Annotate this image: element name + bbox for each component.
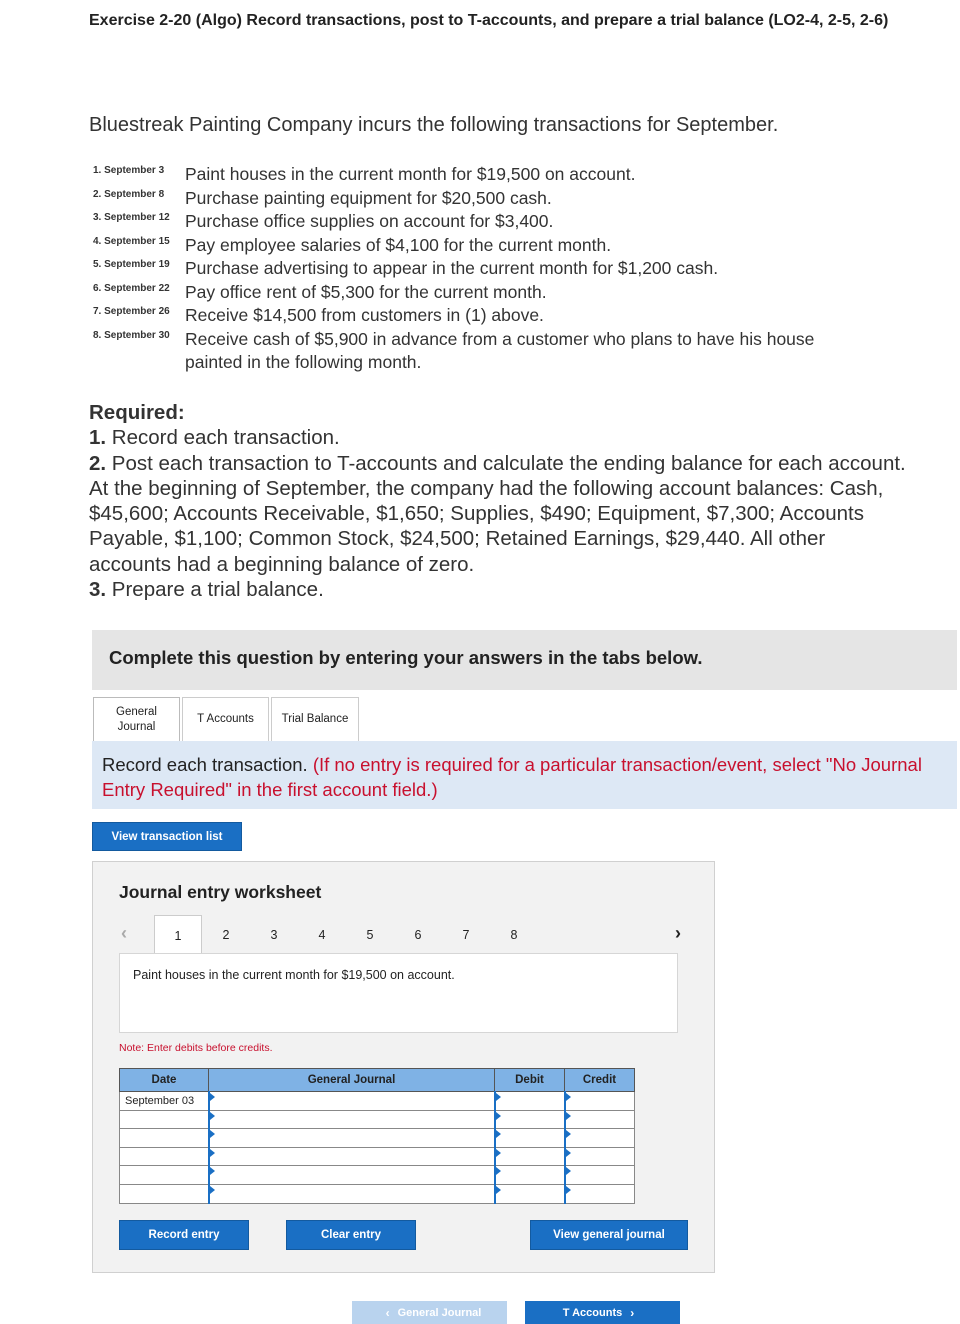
credit-input[interactable] bbox=[565, 1110, 635, 1129]
tab-label: Journal bbox=[117, 720, 156, 733]
account-select[interactable] bbox=[209, 1184, 495, 1203]
date-cell bbox=[120, 1147, 209, 1166]
table-row bbox=[120, 1166, 635, 1185]
exercise-title: Exercise 2-20 (Algo) Record transactions, post to T-accounts, and prepare a trial balance (LO2-4, 2-5, 2-6) bbox=[89, 12, 889, 29]
debit-input[interactable] bbox=[495, 1129, 565, 1148]
transaction-row bbox=[93, 210, 893, 234]
dropdown-flag-icon bbox=[496, 1112, 501, 1120]
dropdown-flag-icon bbox=[566, 1186, 571, 1194]
required-num: 2. bbox=[89, 451, 107, 475]
worksheet-title: Journal entry worksheet bbox=[119, 882, 322, 902]
dropdown-flag-icon bbox=[496, 1130, 501, 1138]
column-header-date: Date bbox=[120, 1069, 209, 1092]
account-select[interactable] bbox=[209, 1092, 495, 1111]
date-cell bbox=[120, 1166, 209, 1185]
dropdown-flag-icon bbox=[210, 1149, 215, 1157]
journal-table bbox=[119, 1068, 635, 1204]
intro-text: Bluestreak Painting Company incurs the following transactions for September. bbox=[89, 114, 779, 136]
date-cell bbox=[120, 1184, 209, 1203]
account-select[interactable] bbox=[209, 1166, 495, 1185]
table-row bbox=[120, 1184, 635, 1203]
transaction-row bbox=[93, 281, 893, 305]
page-8[interactable]: 8 bbox=[510, 928, 518, 942]
transaction-row bbox=[93, 257, 893, 281]
tab-label: General bbox=[116, 705, 157, 718]
column-header-debit: Debit bbox=[495, 1069, 565, 1092]
transaction-row bbox=[93, 187, 893, 211]
chevron-left-icon[interactable]: ‹ bbox=[121, 923, 127, 943]
transaction-row bbox=[93, 304, 893, 328]
instruction-note: (If no entry is required for a particular transaction/event, select "No Journal Entry Required" in the first account field.) bbox=[102, 754, 922, 800]
transaction-date: 8. September 30 bbox=[93, 329, 170, 341]
debit-input[interactable] bbox=[495, 1184, 565, 1203]
column-header-credit: Credit bbox=[565, 1069, 635, 1092]
required-heading: Required: bbox=[89, 401, 185, 424]
page-6[interactable]: 6 bbox=[414, 928, 422, 942]
date-cell bbox=[120, 1110, 209, 1129]
dropdown-flag-icon bbox=[496, 1186, 501, 1194]
transaction-row bbox=[93, 234, 893, 258]
table-row bbox=[120, 1110, 635, 1129]
tab-general-journal[interactable] bbox=[93, 697, 180, 741]
required-text: Record each transaction. bbox=[106, 426, 340, 450]
dropdown-flag-icon bbox=[566, 1130, 571, 1138]
dropdown-flag-icon bbox=[566, 1149, 571, 1157]
page-5[interactable]: 5 bbox=[366, 928, 374, 942]
debit-input[interactable] bbox=[495, 1092, 565, 1111]
transaction-desc: Pay employee salaries of $4,100 for the current month. bbox=[185, 234, 612, 255]
view-transaction-list-button[interactable]: View transaction list bbox=[92, 822, 242, 851]
dropdown-flag-icon bbox=[496, 1093, 501, 1101]
account-select[interactable] bbox=[209, 1147, 495, 1166]
transaction-date: 4. September 15 bbox=[93, 235, 170, 247]
dropdown-flag-icon bbox=[210, 1186, 215, 1194]
page-2[interactable]: 2 bbox=[222, 928, 230, 942]
column-header-account: General Journal bbox=[209, 1069, 495, 1092]
table-row bbox=[120, 1129, 635, 1148]
transaction-date: 3. September 12 bbox=[93, 212, 170, 223]
tab-instruction bbox=[92, 741, 957, 809]
dropdown-flag-icon bbox=[496, 1167, 501, 1175]
chevron-right-icon[interactable]: › bbox=[675, 923, 681, 943]
transaction-list bbox=[93, 163, 893, 375]
instructions-banner bbox=[92, 630, 957, 690]
credit-input[interactable] bbox=[565, 1092, 635, 1111]
chevron-right-icon: › bbox=[630, 1305, 635, 1320]
dropdown-flag-icon bbox=[566, 1167, 571, 1175]
date-cell bbox=[120, 1129, 209, 1148]
transaction-desc: Purchase painting equipment for $20,500 cash. bbox=[185, 187, 552, 208]
transaction-description: Paint houses in the current month for $19,500 on account. bbox=[119, 953, 678, 1033]
page-1[interactable]: 1 bbox=[154, 915, 202, 955]
page-3[interactable]: 3 bbox=[270, 928, 278, 942]
credit-input[interactable] bbox=[565, 1184, 635, 1203]
credit-input[interactable] bbox=[565, 1166, 635, 1185]
account-select[interactable] bbox=[209, 1110, 495, 1129]
required-num: 3. bbox=[89, 578, 107, 602]
entry-pager bbox=[119, 915, 689, 955]
chevron-left-icon: ‹ bbox=[385, 1305, 390, 1320]
transaction-desc: Paint houses in the current month for $19,500 on account. bbox=[185, 164, 636, 184]
debit-input[interactable] bbox=[495, 1110, 565, 1129]
next-tab-label: T Accounts bbox=[562, 1306, 623, 1319]
debit-credit-note: Note: Enter debits before credits. bbox=[119, 1042, 273, 1054]
account-select[interactable] bbox=[209, 1129, 495, 1148]
transaction-date: 6. September 22 bbox=[93, 282, 170, 294]
table-row bbox=[120, 1147, 635, 1166]
page-7[interactable]: 7 bbox=[462, 928, 470, 942]
required-section bbox=[89, 400, 909, 602]
dropdown-flag-icon bbox=[566, 1112, 571, 1120]
transaction-date: 7. September 26 bbox=[93, 306, 170, 317]
date-cell: September 03 bbox=[120, 1092, 209, 1111]
tab-trial-balance[interactable]: Trial Balance bbox=[271, 697, 359, 741]
dropdown-flag-icon bbox=[210, 1093, 215, 1101]
dropdown-flag-icon bbox=[566, 1093, 571, 1101]
instruction-main: Record each transaction. bbox=[102, 754, 313, 775]
tab-bar bbox=[93, 697, 361, 741]
dropdown-flag-icon bbox=[210, 1167, 215, 1175]
required-num: 1. bbox=[89, 426, 107, 450]
clear-entry-button[interactable]: Clear entry bbox=[286, 1220, 416, 1250]
transaction-row bbox=[93, 163, 893, 187]
dropdown-flag-icon bbox=[210, 1130, 215, 1138]
transaction-date: 2. September 8 bbox=[93, 188, 165, 200]
required-text: Prepare a trial balance. bbox=[106, 578, 324, 602]
transaction-row bbox=[93, 328, 893, 375]
transaction-desc: Purchase office supplies on account for $3,400. bbox=[185, 211, 554, 231]
next-tab-button[interactable] bbox=[525, 1301, 680, 1324]
transaction-date: 1. September 3 bbox=[93, 165, 165, 176]
required-text: Post each transaction to T-accounts and calculate the ending balance for each account. At the beginning of September, the company had the following account balances: Cash, $45,600; Accounts Receivable, $1,650; Supplies, $490; Equipment, $7,300; Accounts Payable, $1,100; Common Stock, $24,500; Retained Earnings, $29,440. All other accounts had a beginning balance of zero. bbox=[89, 451, 906, 576]
dropdown-flag-icon bbox=[210, 1112, 215, 1120]
transaction-desc: Pay office rent of $5,300 for the current month. bbox=[185, 281, 547, 302]
table-row bbox=[120, 1092, 635, 1111]
banner-text: Complete this question by entering your answers in the tabs below. bbox=[109, 647, 703, 668]
tab-t-accounts[interactable]: T Accounts bbox=[182, 697, 269, 741]
debit-input[interactable] bbox=[495, 1147, 565, 1166]
transaction-desc: Purchase advertising to appear in the current month for $1,200 cash. bbox=[185, 258, 719, 278]
transaction-desc: Receive cash of $5,900 in advance from a customer who plans to have his house painted in the following month. bbox=[185, 328, 815, 372]
dropdown-flag-icon bbox=[496, 1149, 501, 1157]
credit-input[interactable] bbox=[565, 1129, 635, 1148]
previous-tab-button[interactable] bbox=[352, 1301, 507, 1324]
debit-input[interactable] bbox=[495, 1166, 565, 1185]
transaction-date: 5. September 19 bbox=[93, 259, 170, 270]
journal-entry-worksheet bbox=[92, 861, 715, 1273]
page-4[interactable]: 4 bbox=[318, 928, 326, 942]
view-general-journal-button[interactable]: View general journal bbox=[530, 1220, 688, 1250]
transaction-desc: Receive $14,500 from customers in (1) above. bbox=[185, 305, 544, 325]
record-entry-button[interactable]: Record entry bbox=[119, 1220, 249, 1250]
previous-tab-label: General Journal bbox=[397, 1306, 482, 1319]
credit-input[interactable] bbox=[565, 1147, 635, 1166]
